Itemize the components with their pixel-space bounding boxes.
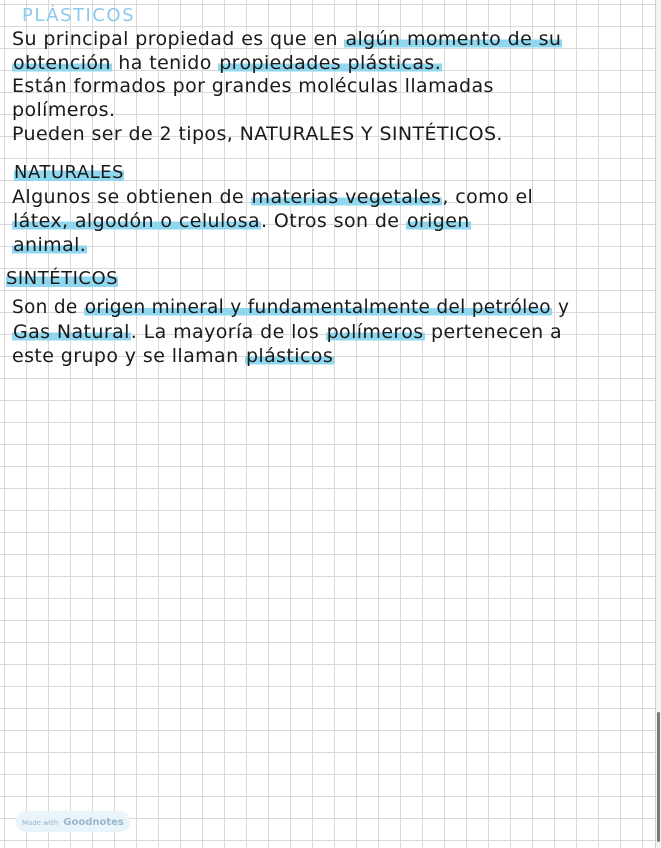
text-span: , como el — [442, 186, 534, 208]
highlight: NATURALES — [14, 162, 124, 183]
text-span: ha tenido — [111, 52, 219, 74]
text-span: pertenecen a — [424, 321, 563, 343]
scrollbar-thumb[interactable] — [657, 712, 660, 842]
section-heading-sinteticos — [6, 268, 118, 290]
highlight: obtención — [13, 52, 111, 74]
goodnotes-watermark — [16, 811, 130, 832]
text-span: Algunos se obtienen de — [12, 186, 251, 208]
highlight: Gas Natural — [13, 321, 130, 343]
intro-line-4: polímeros. — [12, 99, 116, 121]
sinteticos-line-2 — [12, 320, 562, 344]
naturales-line-2 — [12, 209, 471, 233]
sinteticos-line-1 — [12, 296, 569, 320]
highlight: algún momento de su — [345, 28, 562, 50]
text-span: . Otros son de — [261, 210, 406, 232]
text-span: este grupo y se llaman — [12, 345, 245, 367]
highlight: polímeros — [326, 321, 424, 343]
section-heading-naturales — [14, 162, 124, 184]
highlight: origen mineral y fundamentalmente del petróleo — [84, 297, 551, 318]
intro-line-5: Pueden ser de 2 tipos, NATURALES Y SINTÉTICOS. — [12, 123, 503, 145]
naturales-line-1 — [12, 185, 533, 209]
text-span: . La mayoría de los — [130, 321, 326, 343]
highlight: plásticos — [245, 345, 334, 367]
page-title: PLÁSTICOS — [22, 5, 136, 26]
highlight: SINTÉTICOS — [6, 268, 119, 289]
highlight: materias vegetales — [251, 186, 442, 208]
highlight: animal. — [13, 234, 87, 256]
watermark-brand: Goodnotes — [63, 817, 124, 828]
highlight: origen — [406, 210, 470, 232]
intro-line-2 — [12, 51, 442, 75]
intro-line-1 — [12, 27, 562, 51]
naturales-line-3 — [12, 233, 87, 257]
watermark-prefix: Made with — [22, 819, 59, 827]
text-span: Su principal propiedad es que en — [12, 28, 345, 50]
sinteticos-line-3 — [12, 344, 334, 368]
highlight: propiedades plásticas. — [219, 52, 442, 74]
highlight: látex, algodón o celulosa — [13, 210, 260, 232]
text-span: Son de — [12, 297, 84, 318]
intro-line-3: Están formados por grandes moléculas llamadas — [12, 75, 494, 97]
text-span: y — [551, 297, 570, 318]
